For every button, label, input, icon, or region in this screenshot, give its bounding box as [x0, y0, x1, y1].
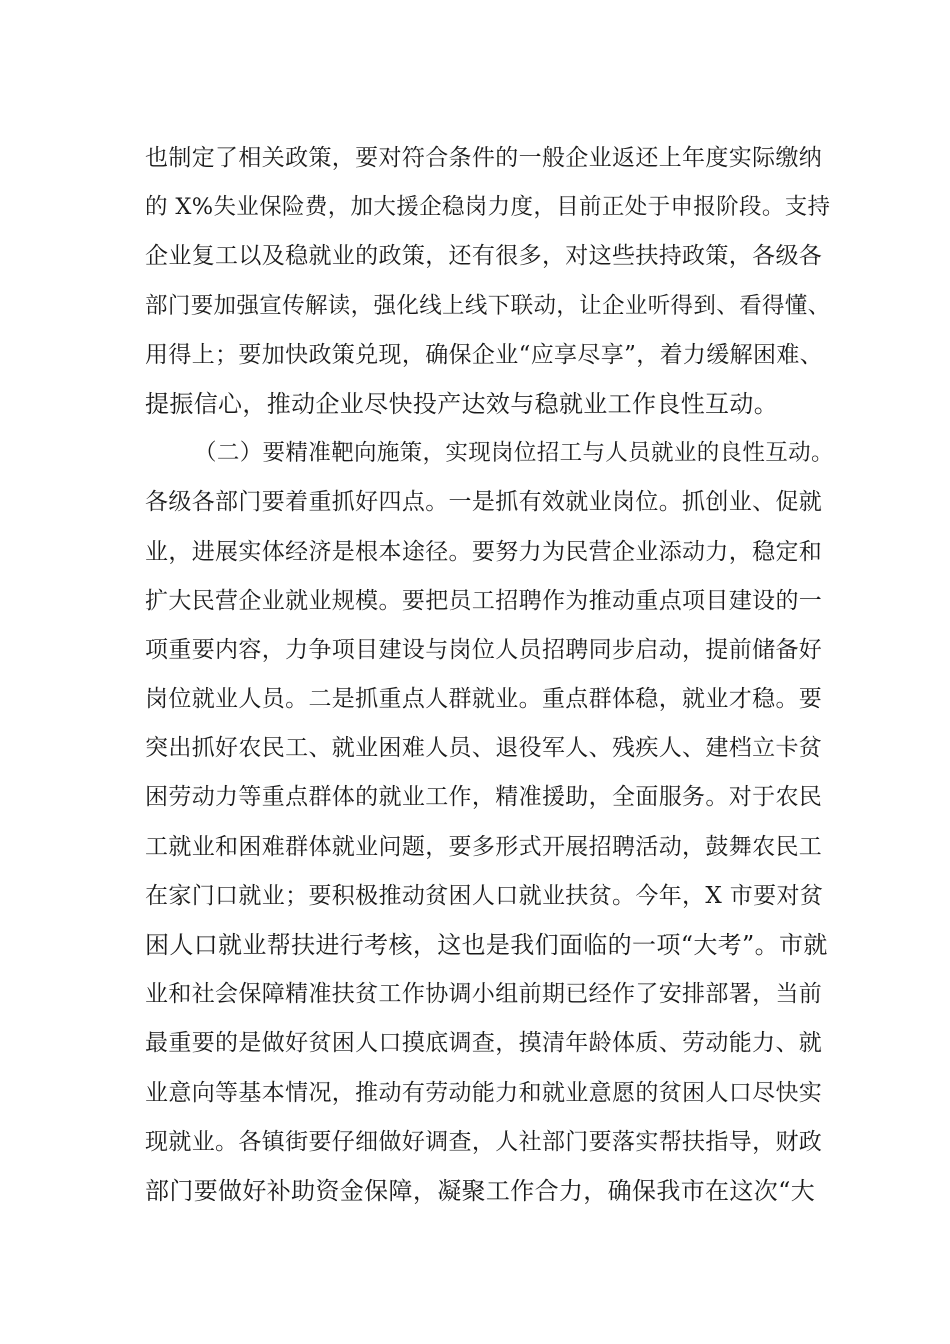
text-line: 也制定了相关政策，要对符合条件的一般企业返还上年度实际缴纳 — [145, 145, 823, 171]
text-line: 用得上；要加快政策兑现，确保企业“应享尽享”，着力缓解困难、 — [145, 341, 824, 368]
text-line: 部门要做好补助资金保障，凝聚工作合力，确保我市在这次“大 — [145, 1176, 816, 1205]
text-line: 困劳动力等重点群体的就业工作，精准援助，全面服务。对于农民 — [145, 784, 823, 811]
text-line: 岗位就业人员。二是抓重点人群就业。重点群体稳，就业才稳。要 — [145, 686, 823, 713]
text-line: 扩大民营企业就业规模。要把员工招聘作为推动重点项目建设的一 — [145, 587, 823, 614]
text-line: 困人口就业帮扶进行考核，这也是我们面临的一项“大考”。市就 — [145, 931, 828, 959]
text-line: 现就业。各镇街要仔细做好调查，人社部门要落实帮扶指导，财政 — [145, 1128, 823, 1155]
text-line: 企业复工以及稳就业的政策，还有很多，对这些扶持政策，各级各 — [145, 243, 823, 270]
body-text — [145, 134, 835, 1216]
text-line: 业和社会保障精准扶贫工作协调小组前期已经作了安排部署，当前 — [145, 981, 823, 1008]
text-line: 业，进展实体经济是根本途径。要努力为民营企业添动力，稳定和 — [145, 538, 823, 565]
text-line: 项重要内容，力争项目建设与岗位人员招聘同步启动，提前储备好 — [145, 636, 823, 663]
text-line: 最重要的是做好贫困人口摸底调查，摸清年龄体质、劳动能力、就 — [145, 1030, 823, 1057]
text-line: 提振信心，推动企业尽快投产达效与稳就业工作良性互动。 — [145, 389, 779, 418]
text-line: 的 X%失业保险费，加大援企稳岗力度，目前正处于申报阶段。支持 — [145, 194, 831, 221]
section-heading-line: （二）要精准靶向施策，实现岗位招工与人员就业的良性互动。 — [194, 440, 834, 467]
text-line: 部门要加强宣传解读，强化线上线下联动，让企业听得到、看得懂、 — [145, 292, 831, 319]
text-line: 突出抓好农民工、就业困难人员、退役军人、残疾人、建档立卡贫 — [145, 735, 823, 762]
text-line: 工就业和困难群体就业问题，要多形式开展招聘活动，鼓舞农民工 — [145, 833, 823, 860]
text-line: 在家门口就业；要积极推动贫困人口就业扶贫。今年，X 市要对贫 — [145, 882, 824, 909]
text-line: 各级各部门要着重抓好四点。一是抓有效就业岗位。抓创业、促就 — [145, 489, 823, 516]
text-line: 业意向等基本情况，推动有劳动能力和就业意愿的贫困人口尽快实 — [145, 1079, 823, 1106]
